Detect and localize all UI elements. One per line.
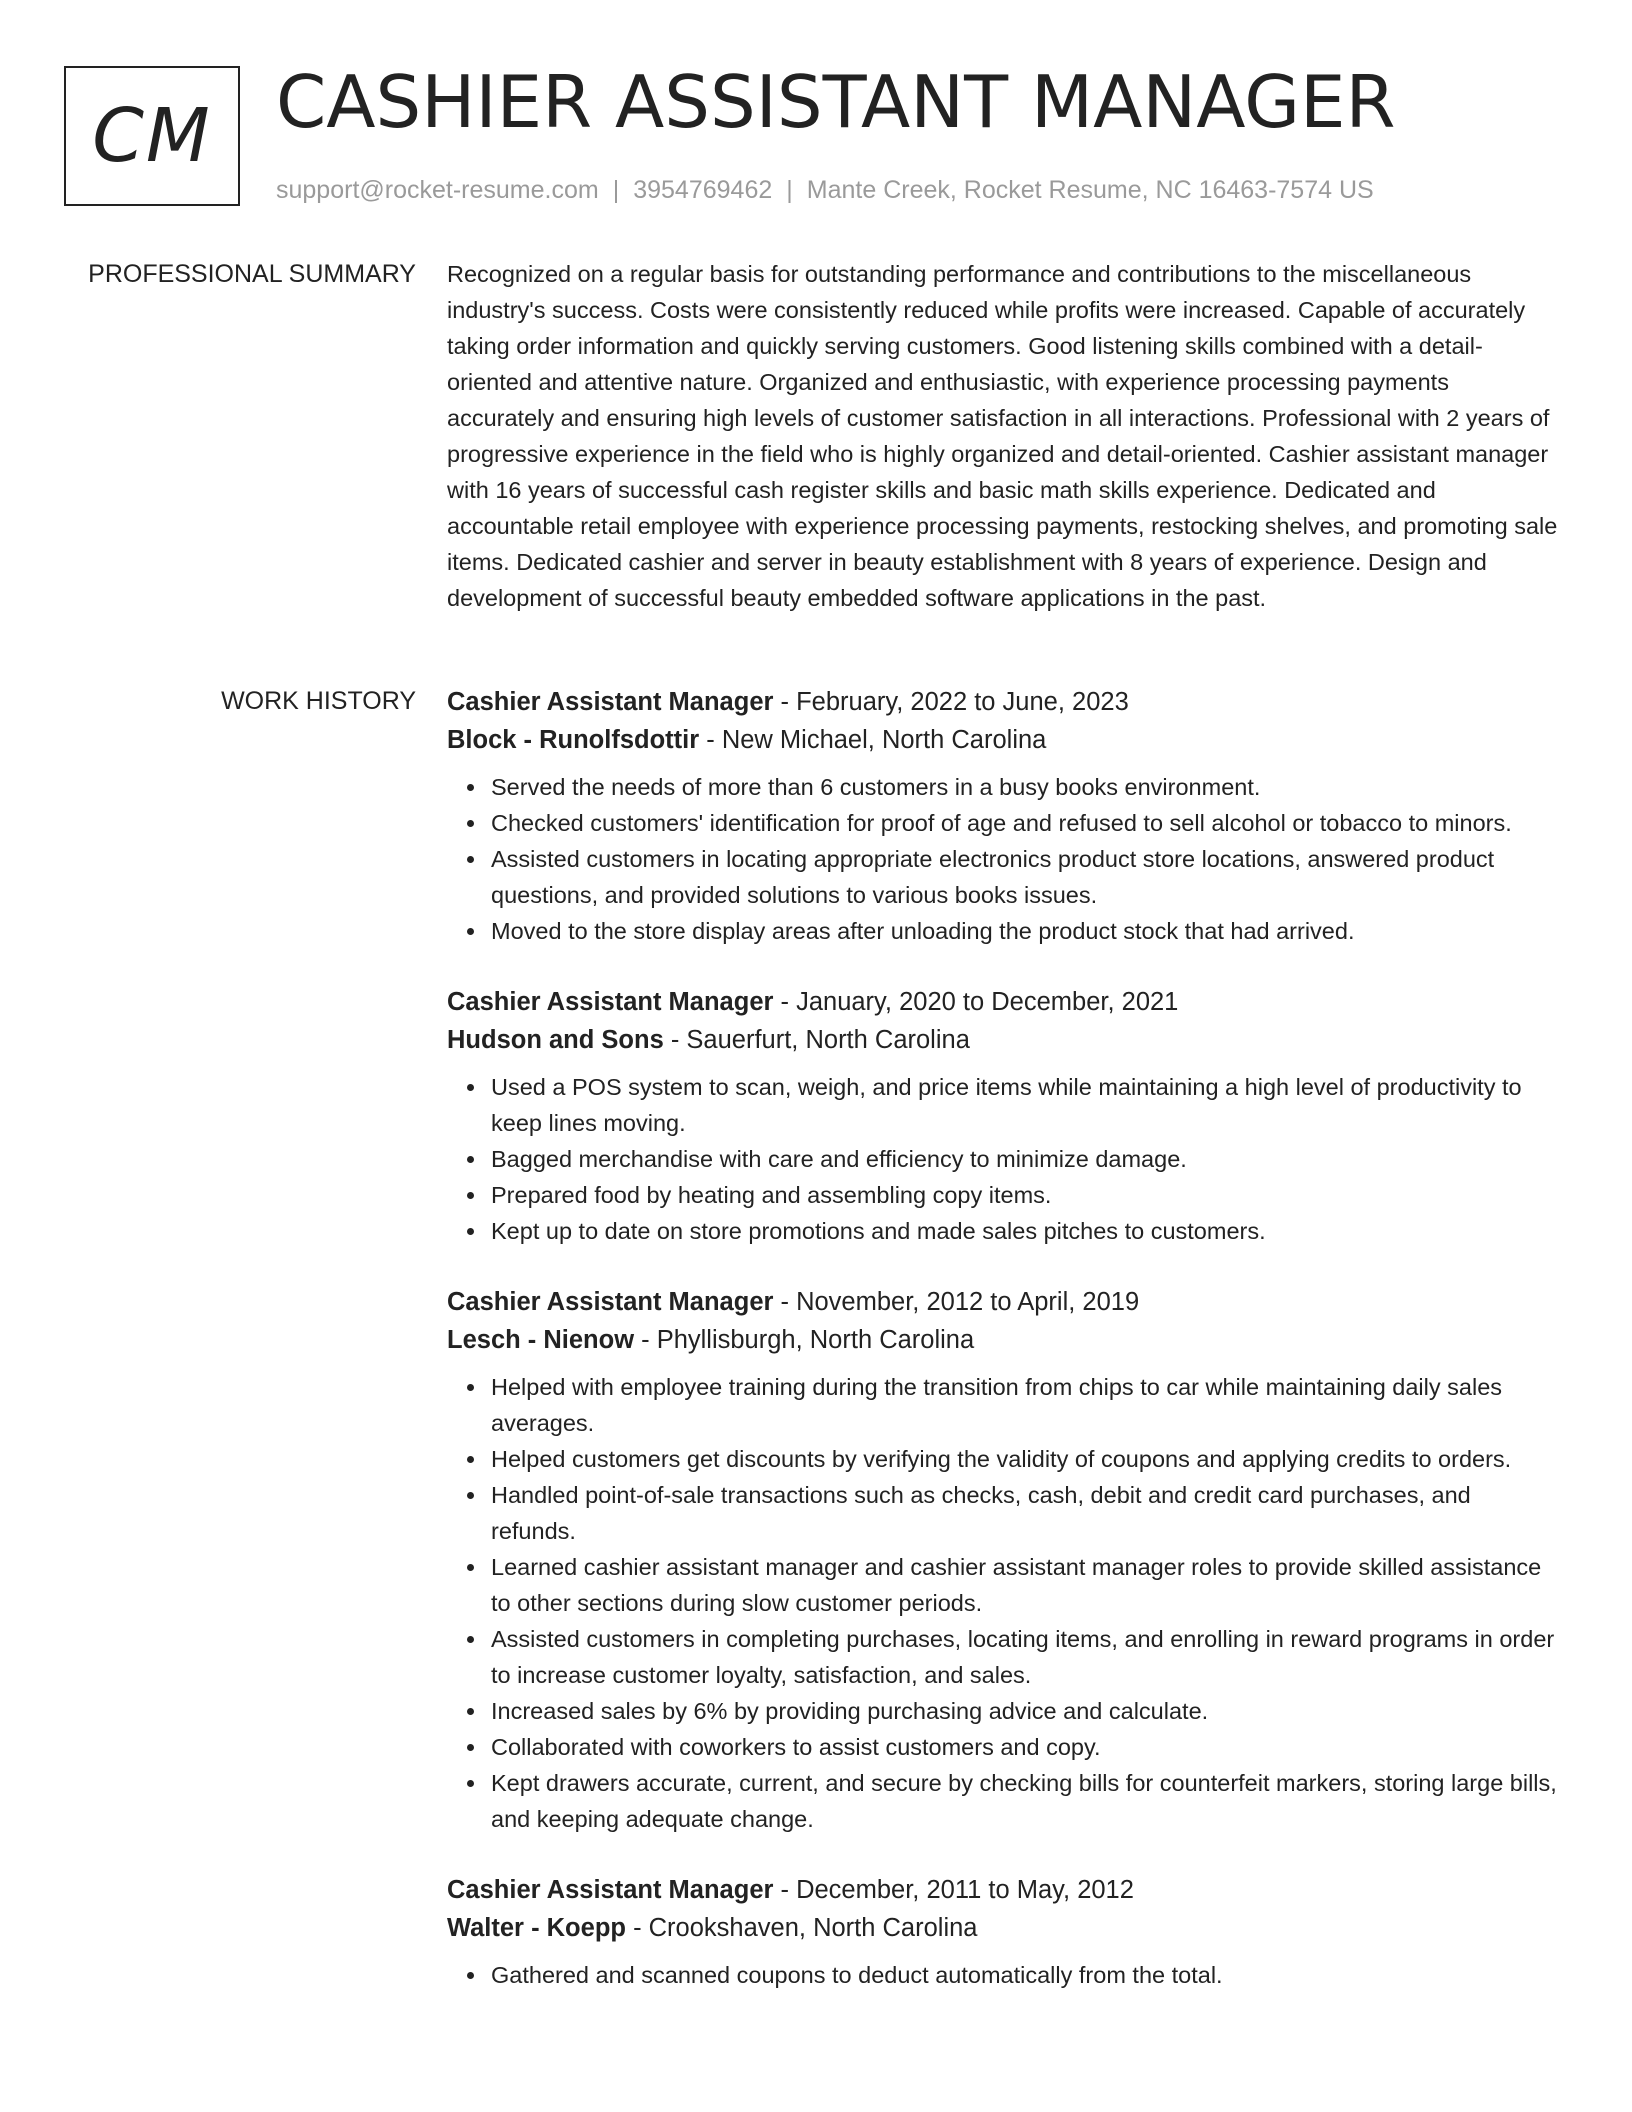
resume-title: CASHIER ASSISTANT MANAGER <box>276 60 1396 144</box>
job-bullet: Checked customers' identification for proof of age and refused to sell alcohol or tobacco to minors. <box>491 805 1562 841</box>
job-bullet: Handled point-of-sale transactions such as checks, cash, debit and credit card purchases, and refunds. <box>491 1477 1562 1549</box>
job-entry <box>447 683 1562 949</box>
summary-body <box>447 256 1562 616</box>
job-dates: - November, 2012 to April, 2019 <box>773 1288 1140 1316</box>
job-company-line <box>447 721 1562 759</box>
contact-email: support@rocket-resume.com <box>276 176 599 204</box>
job-bullet: Kept drawers accurate, current, and secure by checking bills for counterfeit markers, storing large bills, and keeping adequate change. <box>491 1765 1562 1837</box>
contact-separator: | <box>786 176 793 204</box>
job-company-line <box>447 1321 1562 1359</box>
job-company: Hudson and Sons <box>447 1026 664 1054</box>
job-role-line <box>447 1283 1562 1321</box>
section-label-summary: PROFESSIONAL SUMMARY <box>88 260 416 288</box>
job-dates: - January, 2020 to December, 2021 <box>773 988 1179 1016</box>
job-role-line <box>447 1871 1562 1909</box>
monogram-box <box>64 66 240 206</box>
job-role: Cashier Assistant Manager <box>447 688 774 716</box>
job-role-line <box>447 983 1562 1021</box>
contact-separator: | <box>612 176 620 204</box>
monogram-initials: CM <box>92 93 212 179</box>
job-bullet: Used a POS system to scan, weigh, and price items while maintaining a high level of productivity to keep lines moving. <box>491 1069 1562 1141</box>
job-location: - Crookshaven, North Carolina <box>625 1914 978 1942</box>
job-bullet: Served the needs of more than 6 customers in a busy books environment. <box>491 769 1562 805</box>
job-bullets <box>447 1069 1562 1249</box>
job-entry <box>447 1283 1562 1837</box>
job-bullet: Bagged merchandise with care and efficiency to minimize damage. <box>491 1141 1562 1177</box>
job-role: Cashier Assistant Manager <box>447 1288 774 1316</box>
job-location: - Phyllisburgh, North Carolina <box>634 1326 975 1354</box>
job-bullets <box>447 1957 1562 1993</box>
job-company: Block - Runolfsdottir <box>447 726 700 754</box>
job-company-line <box>447 1021 1562 1059</box>
job-bullet: Learned cashier assistant manager and cashier assistant manager roles to provide skilled assistance to other sections during slow customer periods. <box>491 1549 1562 1621</box>
job-entry <box>447 1871 1562 1993</box>
job-company: Lesch - Nienow <box>447 1326 635 1354</box>
job-dates: - December, 2011 to May, 2012 <box>773 1876 1134 1904</box>
job-role: Cashier Assistant Manager <box>447 1876 774 1904</box>
summary-text: Recognized on a regular basis for outstanding performance and contributions to the miscellaneous industry's success. Costs were consistently reduced while profits were increased. Capable of accurately taking order information and quickly serving customers. Good listening skills combined with a detail-oriented and attentive nature. Organized and enthusiastic, with experience processing payments accurately and ensuring high levels of customer satisfaction in all interactions. Professional with 2 years of progressive experience in the field who is highly organized and detail-oriented. Cashier assistant manager with 16 years of successful cash register skills and basic math skills experience. Dedicated and accountable retail employee with experience processing payments, restocking shelves, and promoting sale items. Dedicated cashier and server in beauty establishment with 8 years of experience. Design and development of successful beauty embedded software applications in the past. <box>447 261 1558 611</box>
job-company-line <box>447 1909 1562 1947</box>
job-location: - Sauerfurt, North Carolina <box>663 1026 970 1054</box>
job-bullet: Increased sales by 6% by providing purchasing advice and calculate. <box>491 1693 1562 1729</box>
job-bullet: Gathered and scanned coupons to deduct automatically from the total. <box>491 1957 1562 1993</box>
job-role: Cashier Assistant Manager <box>447 988 774 1016</box>
job-dates: - February, 2022 to June, 2023 <box>773 688 1129 716</box>
job-bullet: Helped customers get discounts by verifying the validity of coupons and applying credits to orders. <box>491 1441 1562 1477</box>
contact-line <box>276 174 1374 206</box>
job-company: Walter - Koepp <box>447 1914 626 1942</box>
job-role-line <box>447 683 1562 721</box>
work-history-body <box>447 683 1562 2027</box>
section-label-work-history: WORK HISTORY <box>221 687 416 715</box>
job-bullet: Assisted customers in completing purchases, locating items, and enrolling in reward programs in order to increase customer loyalty, satisfaction, and sales. <box>491 1621 1562 1693</box>
job-bullet: Prepared food by heating and assembling copy items. <box>491 1177 1562 1213</box>
job-bullet: Kept up to date on store promotions and made sales pitches to customers. <box>491 1213 1562 1249</box>
job-bullets <box>447 769 1562 949</box>
contact-phone: 3954769462 <box>633 176 773 204</box>
job-location: - New Michael, North Carolina <box>699 726 1047 754</box>
contact-address: Mante Creek, Rocket Resume, NC 16463-7574 US <box>806 176 1374 204</box>
job-bullet: Assisted customers in locating appropriate electronics product store locations, answered product questions, and provided solutions to various books issues. <box>491 841 1562 913</box>
job-bullet: Moved to the store display areas after unloading the product stock that had arrived. <box>491 913 1562 949</box>
job-bullets <box>447 1369 1562 1837</box>
job-entry <box>447 983 1562 1249</box>
job-bullet: Collaborated with coworkers to assist customers and copy. <box>491 1729 1562 1765</box>
job-bullet: Helped with employee training during the transition from chips to car while maintaining daily sales averages. <box>491 1369 1562 1441</box>
